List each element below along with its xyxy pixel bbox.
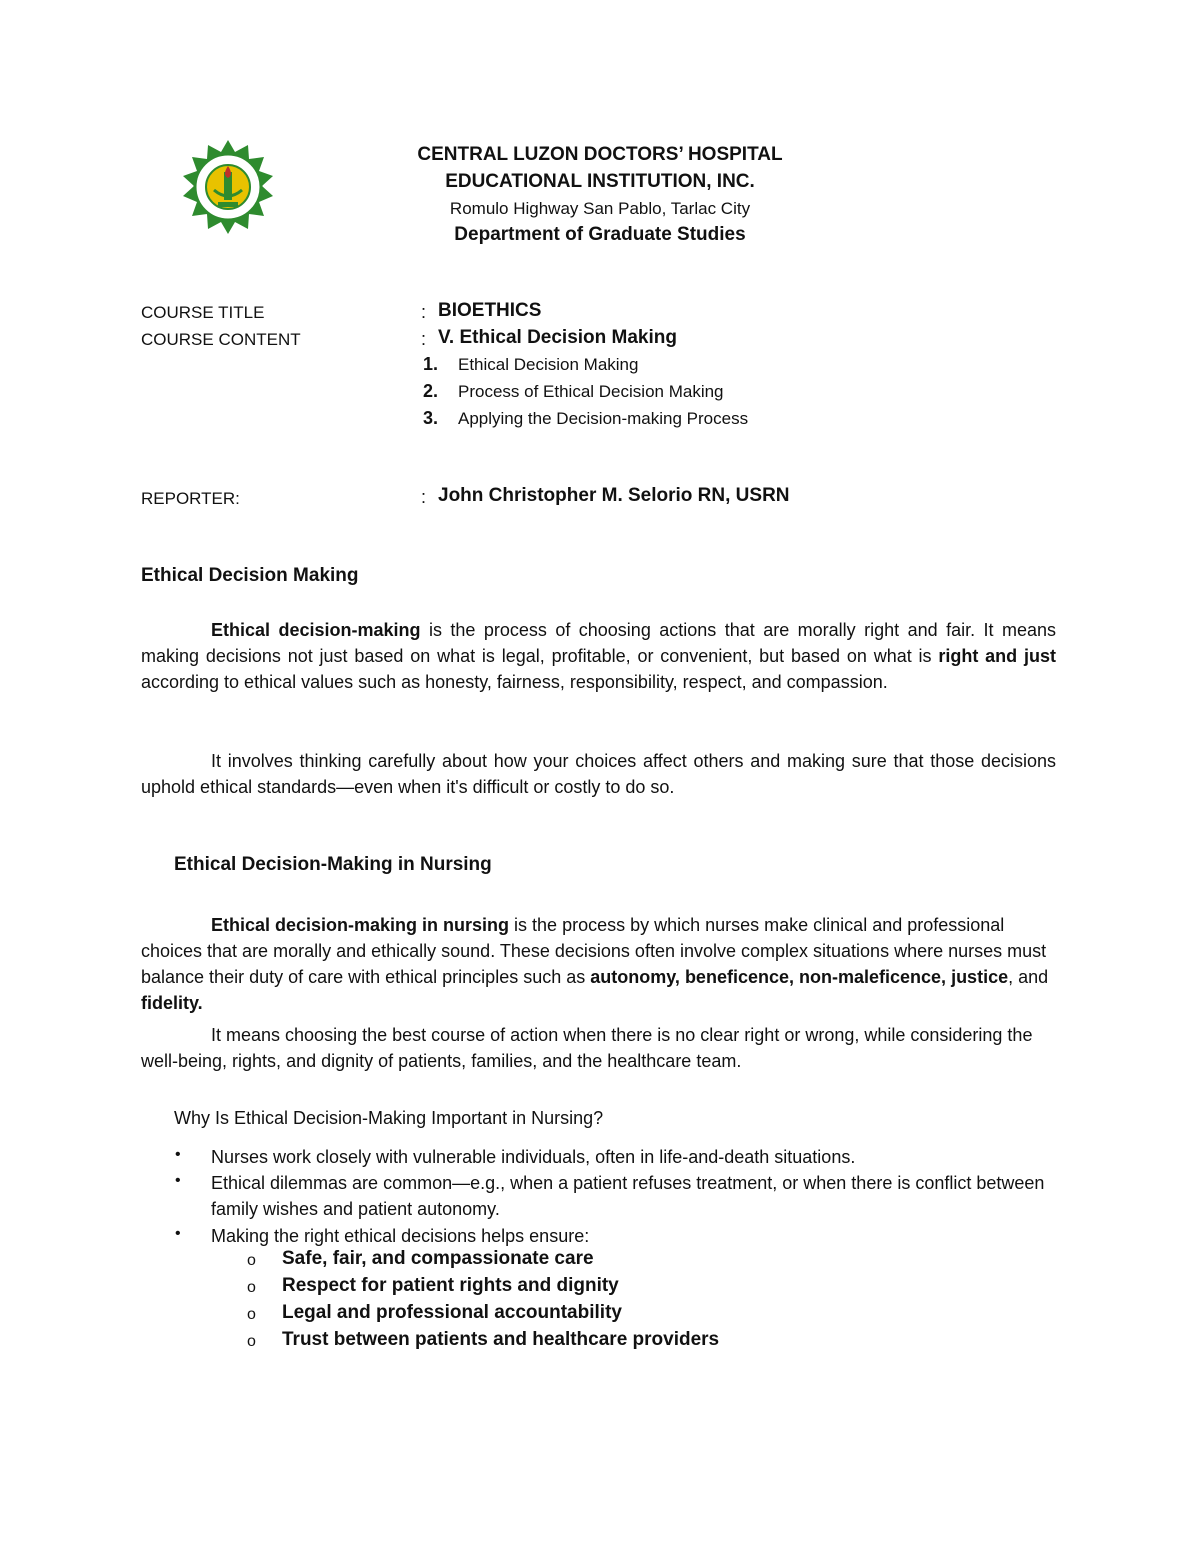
institution-seal-logo <box>180 140 276 236</box>
institution-name-line2: EDUCATIONAL INSTITUTION, INC. <box>445 171 755 192</box>
content-item-number: 1. <box>423 354 439 374</box>
content-item: Ethical Decision Making <box>458 355 639 374</box>
course-content-value: V. Ethical Decision Making <box>438 327 677 348</box>
principle-fidelity: fidelity <box>141 993 198 1013</box>
reporter-label: REPORTER: <box>141 489 240 508</box>
reporter-value: John Christopher M. Selorio RN, USRN <box>438 485 790 506</box>
section2-paragraph-2: It means choosing the best course of action when there is no clear right or wrong, while considering the well-being, rights, and dignity of patients, families, and the healthcare team. <box>141 1025 1033 1071</box>
section1-paragraph-1: Ethical decision-making is the process of choosing actions that are morally right and fair. It means making decisions not just based on what is legal, profitable, or convenient, but based on what is right and just according to ethical values such as honesty, fairness, responsibility, respect, and compassion. <box>141 620 1056 692</box>
sub-bullet-item: Legal and professional accountability <box>282 1302 622 1323</box>
bullet-item: Making the right ethical decisions helps ensure: <box>211 1226 590 1246</box>
bullet-item: Ethical dilemmas are common—e.g., when a patient refuses treatment, or when there is conflict between family wishes and patient autonomy. <box>211 1173 1045 1219</box>
section2-paragraph-1: Ethical decision-making in nursing is the process by which nurses make clinical and professional choices that are morally and ethically sound. These decisions often involve complex situations where nurses must balance their duty of care with ethical principles such as autonomy, beneficence, non-maleficence, justice, and fidelity. <box>141 915 1049 1013</box>
course-content-label: COURSE CONTENT <box>141 330 301 349</box>
sub-bullet-icon: o <box>247 1279 256 1296</box>
section1-paragraph-2: It involves thinking carefully about how your choices affect others and making sure that those decisions uphold ethical standards—even when it's difficult or costly to do so. <box>141 751 1056 797</box>
institution-name-line1: CENTRAL LUZON DOCTORS’ HOSPITAL <box>417 144 783 165</box>
content-item: Process of Ethical Decision Making <box>458 382 724 401</box>
institution-address: Romulo Highway San Pablo, Tarlac City <box>449 199 751 218</box>
principle-autonomy: autonomy <box>590 967 675 987</box>
bullet-icon: • <box>175 1225 181 1242</box>
bold-term: right and just <box>938 646 1056 666</box>
section-heading-ethical-decision-making: Ethical Decision Making <box>141 565 359 586</box>
course-title-colon: : <box>421 302 427 322</box>
principle-beneficence: beneficence <box>684 967 789 987</box>
content-item-number: 3. <box>423 408 439 428</box>
sub-bullet-item: Trust between patients and healthcare providers <box>282 1329 720 1350</box>
principle-non-maleficence: non-maleficence <box>799 967 942 987</box>
section-heading-nursing: Ethical Decision-Making in Nursing <box>174 854 492 875</box>
course-content-colon: : <box>421 329 427 349</box>
sub-bullet-icon: o <box>247 1252 256 1269</box>
why-important-heading: Why Is Ethical Decision-Making Important in Nursing? <box>174 1108 604 1128</box>
principle-justice: justice <box>951 967 1009 987</box>
sub-bullet-icon: o <box>247 1306 256 1323</box>
bullet-icon: • <box>175 1172 181 1189</box>
bullet-icon: • <box>175 1146 181 1163</box>
course-title-value: BIOETHICS <box>438 300 542 321</box>
reporter-colon: : <box>421 487 427 507</box>
sub-bullet-icon: o <box>247 1333 256 1350</box>
content-item: Applying the Decision-making Process <box>458 409 749 428</box>
course-title-label: COURSE TITLE <box>141 303 265 322</box>
bold-term: Ethical decision-making in nursing <box>211 915 510 935</box>
bold-term: Ethical decision-making <box>211 620 421 640</box>
sub-bullet-item: Safe, fair, and compassionate care <box>282 1248 594 1269</box>
bullet-item: Nurses work closely with vulnerable individuals, often in life-and-death situations. <box>211 1147 856 1167</box>
content-item-number: 2. <box>423 381 439 401</box>
department-name: Department of Graduate Studies <box>454 224 746 245</box>
sub-bullet-item: Respect for patient rights and dignity <box>282 1275 619 1296</box>
